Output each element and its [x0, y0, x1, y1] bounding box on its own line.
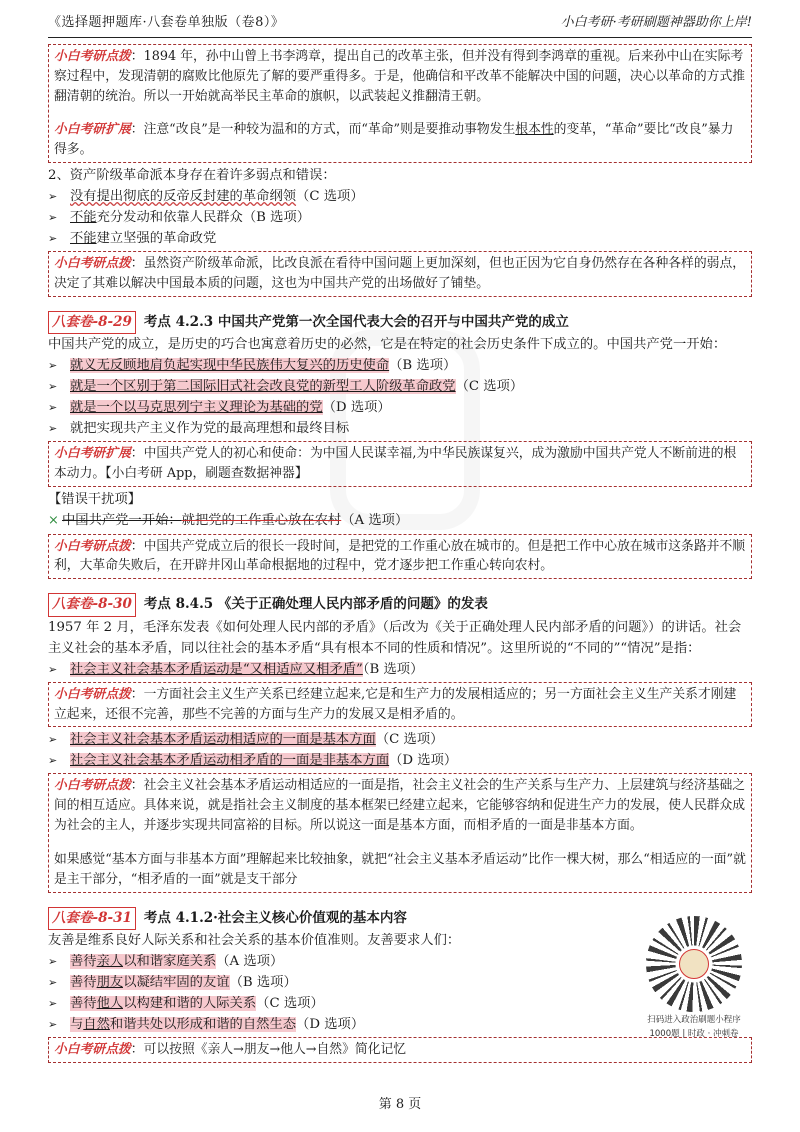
qr-code-block[interactable]: [642, 916, 746, 1040]
item-post: （B 选项）: [389, 358, 457, 374]
item-mark: 就是一个区别于第二国际旧式社会改良党的新型工人阶级革命政党: [70, 379, 456, 395]
arrow-bullet-icon: ➢: [48, 232, 58, 246]
cross-mark-icon: ×: [48, 513, 59, 529]
question-badge: 八套卷-8-31: [48, 907, 136, 931]
tip-label: 小白考研点拨: [54, 778, 131, 794]
arrow-bullet-icon: ➢: [48, 211, 58, 225]
question-badge: 八套卷-8-30: [48, 593, 136, 617]
tip-label: 小白考研点拨: [54, 256, 131, 272]
item-post: （D 选项）: [322, 400, 391, 416]
arrow-bullet-icon: ➢: [48, 976, 58, 990]
tip-text: ：虽然资产阶级革命派，比改良派在看待中国问题上更加深刻，但也正因为它自身仍然存在各种各样的弱点，决定了其难以解决中国最本质的问题，这也为中国共产党的出场做好了铺垫。: [54, 256, 746, 291]
ext-label: 小白考研扩展: [54, 122, 131, 138]
section-title: 考点 4.1.2·社会主义核心价值观的基本内容: [143, 909, 407, 926]
tip-box-weakness: [48, 251, 752, 297]
tip-label: 小白考研点拨: [54, 1042, 131, 1058]
weakness-intro: 2、资产阶级革命派本身存在着许多弱点和错误：: [48, 168, 336, 184]
qr-caption-2: 1000题 | 时政 · 冲刺卷: [649, 1029, 739, 1040]
ext-text: ：中国共产党人的初心和使命：为中国人民谋幸福,为中华民族谋复兴，成为激励中国共产党人不断前进的根本动力。【小白考研 App，刷题查数据神器】: [54, 446, 737, 482]
list-item: [48, 729, 752, 750]
item-mark: 社会主义社会基本矛盾运动是“又相适应又相矛盾”: [70, 661, 363, 677]
header-left-title: 《选择题押题库·八套卷单独版（卷8）》: [48, 15, 285, 31]
ext-box-8-29: [48, 441, 752, 487]
item-a: 善待: [70, 954, 97, 970]
item-mark: 就义无反顾地肩负起实现中华民族伟大复兴的历史使命: [70, 358, 390, 374]
item-mark: 社会主义社会基本矛盾运动相适应的一面是基本方面: [70, 732, 376, 748]
list-item: [48, 355, 752, 376]
list-item: [48, 186, 752, 207]
item-post: （A 选项）: [216, 954, 284, 970]
arrow-bullet-icon: ➢: [48, 754, 58, 768]
wrong-option-item: [48, 510, 752, 532]
tip-label: 小白考研点拨: [54, 49, 131, 64]
tip-box-1894: [48, 44, 752, 163]
item-c: 以构建和谐的人际关系: [123, 996, 257, 1012]
question-badge: 八套卷-8-29: [48, 311, 136, 335]
ext-text-pre: ：注意“改良”是一种较为温和的方式，而“革命”则是要推动事物发生: [130, 122, 516, 138]
item-a: 与: [70, 1017, 84, 1033]
item-post: （C 选项）: [296, 189, 364, 205]
wrong-pre: 中国共产党一开始：: [62, 513, 182, 529]
section-intro: 中国共产党的成立，是历史的巧合也寓意着历史的必然，它是在特定的社会历史条件下成立的。中国共产党一开始：: [48, 337, 727, 353]
item-post: 建立坚强的革命政党: [96, 231, 217, 247]
tip-text: ：可以按照《亲人→朋友→他人→自然》简化记忆: [130, 1042, 407, 1058]
wrong-options-heading: 【错误干扰项】: [48, 492, 142, 508]
arrow-bullet-icon: ➢: [48, 997, 58, 1011]
page-content: [48, 42, 752, 1065]
wrong-post: （A 选项）: [341, 513, 409, 529]
qr-code-icon[interactable]: [646, 916, 742, 1012]
arrow-bullet-icon: ➢: [48, 359, 58, 373]
ext-text-underline: 根本性: [515, 122, 554, 138]
list-item: [48, 418, 752, 439]
item-mark: 社会主义社会基本矛盾运动相矛盾的一面是非基本方面: [70, 753, 390, 769]
item-post: （B 选项）: [229, 975, 297, 991]
item-post: （C 选项）: [375, 732, 444, 748]
ext-text-post: 的变革，“革命”要比“改良”暴力得多。: [54, 122, 734, 158]
tip-text: ：社会主义社会基本矛盾运动相适应的一面是指，社会主义社会的生产关系与生产力、上层建筑与经济基础之间的相互适应。具体来说，就是指社会主义制度的基本框架已经建立起来，它能够容纳和促进生产力的发展，使人民群众成为社会的主人，并逐步实现共同富裕的目标。所以说这一面是基本方面，而相矛盾的一面是非基本方面。: [54, 778, 746, 834]
wrong-strike: 就把党的工作重心放在农村: [181, 513, 342, 529]
item-c: 以和谐家庭关系: [123, 954, 217, 970]
arrow-bullet-icon: ➢: [48, 380, 58, 394]
item-c: 和谐共处以形成和谐的自然生态: [109, 1017, 297, 1033]
arrow-bullet-icon: ➢: [48, 733, 58, 747]
section-title: 考点 4.2.3 中国共产党第一次全国代表大会的召开与中国共产党的成立: [143, 313, 569, 330]
list-item: [48, 750, 752, 771]
item-post: 就把实现共产主义作为党的最高理想和最终目标: [70, 421, 350, 437]
section-title: 考点 8.4.5 《关于正确处理人民内部矛盾的问题》的发表: [143, 596, 488, 613]
section-heading-8-29: [48, 311, 752, 335]
tip-extra-text: 如果感觉“基本方面与非基本方面”理解起来比较抽象，就把“社会主义基本矛盾运动”比作一棵大树，那么“相适应的一面”就是主干部分，“相矛盾的一面”就是支干部分: [54, 851, 746, 887]
section-heading-8-30: [48, 593, 752, 617]
section-intro: 1957 年 2 月，毛泽东发表《如何处理人民内部的矛盾》（后改为《关于正确处理人民内部矛盾的问题》）的讲话。社会主义社会的基本矛盾，同以往社会的基本矛盾“具有根本不同的性质和情况”。这里所说的“不同的”“情况”是指：: [48, 619, 742, 656]
tip-label: 小白考研点拨: [54, 686, 131, 702]
item-post: （D 选项）: [296, 1017, 365, 1033]
tip-label: 小白考研点拨: [54, 538, 131, 554]
header-right-slogan: 小白考研·考研刷题神器助你上岸!: [560, 15, 752, 31]
page-header: [48, 12, 752, 38]
arrow-bullet-icon: ➢: [48, 662, 58, 676]
item-b: 自然: [83, 1017, 110, 1033]
arrow-bullet-icon: ➢: [48, 1018, 58, 1032]
tip-box-8-30-b: [48, 773, 752, 892]
tip-box-8-31: [48, 1037, 752, 1063]
list-item: [48, 659, 752, 680]
tip-box-8-29: [48, 534, 752, 580]
section-intro: 友善是维系良好人际关系和社会关系的基本价值准则。友善要求人们：: [48, 933, 461, 949]
tip-text: ：中国共产党成立后的很长一段时间，是把党的工作重心放在城市的。但是把工作中心放在城市这条路并不顺利，大革命失败后，在开辟井冈山革命根据地的过程中，党才逐步把工作重心转向农村。: [54, 538, 746, 574]
arrow-bullet-icon: ➢: [48, 955, 58, 969]
item-post: （D 选项）: [389, 753, 458, 769]
mascot-logo-icon: [679, 949, 709, 979]
tip-text: ：1894 年，孙中山曾上书李鸿章，提出自己的改革主张，但并没有得到李鸿章的重视。后来孙中山在实际考察过程中，发现清朝的腐败比他原先了解的要严重得多。于是，他确信和平改革不能解决中国的问题，决心以革命的方式推翻清朝的统治。所以一开始就高举民主革命的旗帜，以武装起义推翻清王朝。: [54, 49, 746, 104]
item-post: （C 选项）: [256, 996, 324, 1012]
ext-label: 小白考研扩展: [54, 446, 131, 462]
item-mark: 没有提出彻底的反帝反封建的革命纲领: [70, 189, 297, 205]
qr-caption-1: 扫码进入政治刷题小程序: [647, 1015, 741, 1025]
item-post: （C 选项）: [455, 379, 524, 395]
arrow-bullet-icon: ➢: [48, 190, 58, 204]
list-item: [48, 207, 752, 228]
item-b: 朋友: [96, 975, 124, 991]
item-post: 充分发动和依靠人民群众（B 选项）: [96, 210, 311, 226]
page-number: 第 8 页: [378, 1097, 422, 1113]
item-b: 亲人: [96, 954, 124, 970]
arrow-bullet-icon: ➢: [48, 401, 58, 415]
item-mark: 不能: [70, 231, 97, 247]
item-a: 善待: [70, 975, 97, 991]
tip-box-8-30-a: [48, 682, 752, 728]
list-item: [48, 376, 752, 397]
tip-text: ：一方面社会主义生产关系已经建立起来,它是和生产力的发展相适应的；另一方面社会主义生产关系才刚建立起来，还很不完善，那些不完善的方面与生产力的发展又是相矛盾的。: [54, 686, 737, 722]
item-mark: 不能: [70, 210, 97, 226]
arrow-bullet-icon: ➢: [48, 422, 58, 436]
list-item: [48, 228, 752, 249]
item-b: 他人: [96, 996, 124, 1012]
item-a: 善待: [70, 996, 97, 1012]
item-c: 以凝结牢固的友谊: [123, 975, 230, 991]
item-mark: 就是一个以马克思列宁主义理论为基础的党: [70, 400, 323, 416]
list-item: [48, 397, 752, 418]
item-post: （B 选项）: [362, 661, 424, 677]
